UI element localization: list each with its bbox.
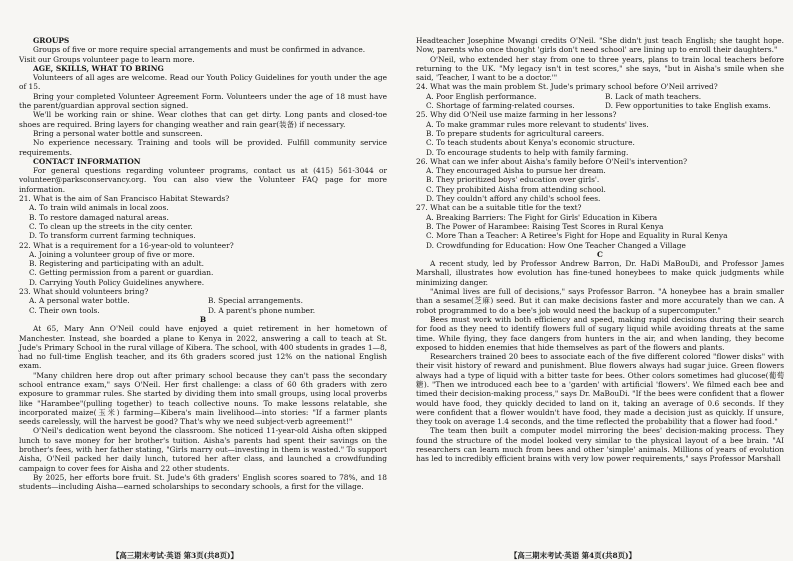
q23-options-row-2 <box>19 306 387 315</box>
q22-option-b: B. Registering and participating with an adult. <box>29 259 204 269</box>
q23-option-a: A. A personal water bottle. <box>29 296 130 306</box>
passage-b-paragraph-3: O'Neil's dedication went beyond the classroom. She noticed 11-year-old Aisha often skipped lunch to save money for her brother's tuition. Aisha's parents had spent their savings on the brother's fees, with her father stating, "Girls marry out—investing in them is wasted." To support Aisha, O'Neil packed her daily lunch, tutored her after class, and launched a crowdfunding campaign to cover fees for Aisha and 22 other students. <box>19 426 387 473</box>
passage-c-paragraph-4: Researchers trained 20 bees to associate each of the five different colored "flower disks" with their visit history of reward and punishment. Blue flowers always had sugar juice. Green flowers always had a type of liquid with a bitter taste for bees. Other colors sometimes had glucose(葡萄糖). "Then we introduced each bee to a 'garden' with artificial 'flowers'. We filmed each bee and timed their decision-making process," says Dr. MaBouDi. "If the bees were confident that a flower would have food, they quickly decided to land on it, taking an average of 0.6 seconds. If they were confident that a flower wouldn't have food, they made a decision just as quickly. If unsure, they took on average 1.4 seconds, and the time reflected the probability that a flower had food." <box>416 352 784 427</box>
passage-b-paragraph-1: At 65, Mary Ann O'Neil could have enjoyed a quiet retirement in her hometown of Manchester. Instead, she boarded a plane to Kenya in 2022, answering a call to teach at St. Jude's Primary School in the rural village of Kibera. The school, with 400 students in grades 1—8, had no full-time English teacher, and its 6th graders scored just 12% on the national English exam. <box>19 324 387 371</box>
passage-c-paragraph-2: "Animal lives are full of decisions," says Professor Barron. "A honeybee has a brain smaller than a sesame(芝麻) seed. But it can make decisions faster and more accurately than we can. A robot programmed to do a bee's job would need the backup of a supercomputer." <box>416 287 784 315</box>
q25-option-a: A. To make grammar rules more relevant to students' lives. <box>426 119 649 129</box>
q22-option-d: D. Carrying Youth Policy Guidelines anywhere. <box>29 277 205 287</box>
question-24: 24. What was the main problem St. Jude's primary school before O'Neil arrived? <box>416 82 718 92</box>
age-heading: AGE, SKILLS, WHAT TO BRING <box>33 63 164 73</box>
age-text-4: Bring a personal water bottle and sunscreen. <box>33 128 203 138</box>
page-footer-left: 【高三期末考试·英语 第3页(共8页)】 <box>112 551 238 560</box>
q25-option-b: B. To prepare students for agricultural careers. <box>426 128 605 138</box>
age-text-3: We'll be working rain or shine. Wear clothes that can get dirty. Long pants and closed-toe shoes are required. Bring layers for changing weather and rain gear(装备) if necessary. <box>19 110 387 129</box>
age-text-2: Bring your completed Volunteer Agreement Form. Volunteers under the age of 18 must have the parent/guardian approval section signed. <box>19 91 387 111</box>
section-b-heading: B <box>199 314 207 324</box>
contact-text: For general questions regarding volunteer programs, contact us at (415) 561-3044 or volunteer@parksconservancy.org. You can also view the Volunteer FAQ page for more information. <box>19 166 387 194</box>
section-c-heading: C <box>597 249 603 259</box>
q27-option-d: D. Crowdfunding for Education: How One Teacher Changed a Village <box>426 240 686 250</box>
q24-option-b: B. Lack of math teachers. <box>605 91 702 101</box>
age-text-5: No experience necessary. Training and tools will be provided. Fulfill community service requirements. <box>19 138 387 157</box>
page-footer-right: 【高三期末考试·英语 第4页(共8页)】 <box>510 551 636 560</box>
q26-option-d: D. They couldn't afford any child's school fees. <box>426 194 601 204</box>
q24-options-row-2 <box>416 101 784 110</box>
groups-text-2: Visit our Groups volunteer page to learn more. <box>19 54 195 64</box>
left-column <box>19 36 387 492</box>
contact-heading: CONTACT INFORMATION <box>33 156 141 166</box>
question-23: 23. What should volunteers bring? <box>19 287 149 297</box>
passage-b-paragraph-5: Headteacher Josephine Mwangi credits O'Neil. "She didn't just teach English; she taught hope. Now, parents who once thought 'girls don't need school' are lining up to enroll their daughters." <box>416 36 784 55</box>
q22-option-c: C. Getting permission from a parent or guardian. <box>29 268 214 278</box>
q21-option-b: B. To restore damaged natural areas. <box>29 212 169 222</box>
groups-heading: GROUPS <box>33 36 70 45</box>
q23-options-row-1 <box>19 296 387 305</box>
passage-b-paragraph-4: By 2025, her efforts bore fruit. St. Jude's 6th graders' English scores soared to 78%, and 18 students—including Aisha—earned scholarships to secondary schools, a first for the village. <box>19 472 387 492</box>
q27-option-a: A. Breaking Barriers: The Fight for Girls' Education in Kibera <box>426 212 658 222</box>
q24-options-row-1 <box>416 92 784 101</box>
right-column <box>416 36 784 464</box>
groups-text-1: Groups of five or more require special arrangements and must be confirmed in advance. <box>33 45 366 55</box>
age-text-1: Volunteers of all ages are welcome. Read our Youth Policy Guidelines for youth under the age of 15. <box>19 73 387 92</box>
question-21: 21. What is the aim of San Francisco Habitat Stewards? <box>19 194 230 204</box>
q21-option-c: C. To clean up the streets in the city center. <box>29 221 193 231</box>
passage-c-paragraph-3: Bees must work with both efficiency and speed, making rapid decisions during their search for food as they need to identify flowers full of sugary liquid while avoiding threats at the same time. While flying, they face dangers from hunters in the air, and when landing, they become exposed to hidden enemies that hide themselves as part of the flowers and plants. <box>416 314 784 352</box>
q24-option-a: A. Poor English performance. <box>426 91 537 101</box>
q22-option-a: A. Joining a volunteer group of five or more. <box>29 249 195 259</box>
q21-option-a: A. To train wild animals in local zoos. <box>29 203 169 213</box>
q26-option-c: C. They prohibited Aisha from attending school. <box>426 184 606 194</box>
passage-b-paragraph-6: O'Neil, who extended her stay from one to three years, plans to train local teachers before returning to the UK. "My legacy isn't in test scores," she says, "but in Aisha's smile when she said, 'Teacher, I want to be a doctor.'" <box>416 54 784 83</box>
q21-option-d: D. To transform current farming techniques. <box>29 231 196 241</box>
passage-c-paragraph-1: A recent study, led by Professor Andrew Barron, Dr. HaDi MaBouDi, and Professor James Marshall, illustrates how evolution has fine-tuned honeybees to make quick judgments while minimizing danger. <box>416 259 784 287</box>
q26-option-b: B. They prioritized boys' education over girls'. <box>426 175 600 185</box>
question-26: 26. What can we infer about Aisha's family before O'Neil's intervention? <box>416 156 688 166</box>
q23-option-b: B. Special arrangements. <box>208 296 303 306</box>
question-22: 22. What is a requirement for a 16-year-old to volunteer? <box>19 240 234 250</box>
question-27: 27. What can be a suitable title for the text? <box>416 203 582 213</box>
passage-c-paragraph-5: The team then built a computer model mirroring the bees' decision-making process. They found the structure of the model looked very similar to the physical layout of a bee brain. "AI researchers can learn much from bees and other 'simple' animals. Millions of years of evolution has led to incredibly efficient brains with very low power requirements," says Professor Marshall <box>416 426 784 464</box>
q27-option-b: B. The Power of Harambee: Raising Test Scores in Rural Kenya <box>426 221 664 231</box>
q23-option-d: D. A parent's phone number. <box>208 305 316 315</box>
q24-option-c: C. Shortage of farming-related courses. <box>426 101 575 111</box>
q25-option-c: C. To teach students about Kenya's economic structure. <box>426 138 635 148</box>
passage-b-paragraph-2: "Many children here drop out after primary school because they can't pass the secondary school entrance exam," says O'Neil. Her first challenge: a class of 60 6th graders with zero exposure to grammar rules. She started by dividing them into small groups, using local proverbs like "Harambee"(pulling together) to teach collective nouns. To make lessons relatable, she incorporated maize(玉米) farming—Kibera's main livelihood—into stories: "If a farmer plants seeds carelessly, will the harvest be good? That's why we need subject-verb agreement!" <box>19 370 387 427</box>
q25-option-d: D. To encourage students to help with family farming. <box>426 147 629 157</box>
q23-option-c: C. Their own tools. <box>29 305 100 315</box>
q26-option-a: A. They encouraged Aisha to pursue her dream. <box>426 166 606 176</box>
question-25: 25. Why did O'Neil use maize farming in her lessons? <box>416 110 617 120</box>
q27-option-c: C. More Than a Teacher: A Retiree's Fight for Hope and Equality in Rural Kenya <box>426 231 728 241</box>
q24-option-d: D. Few opportunities to take English exams. <box>605 101 771 111</box>
